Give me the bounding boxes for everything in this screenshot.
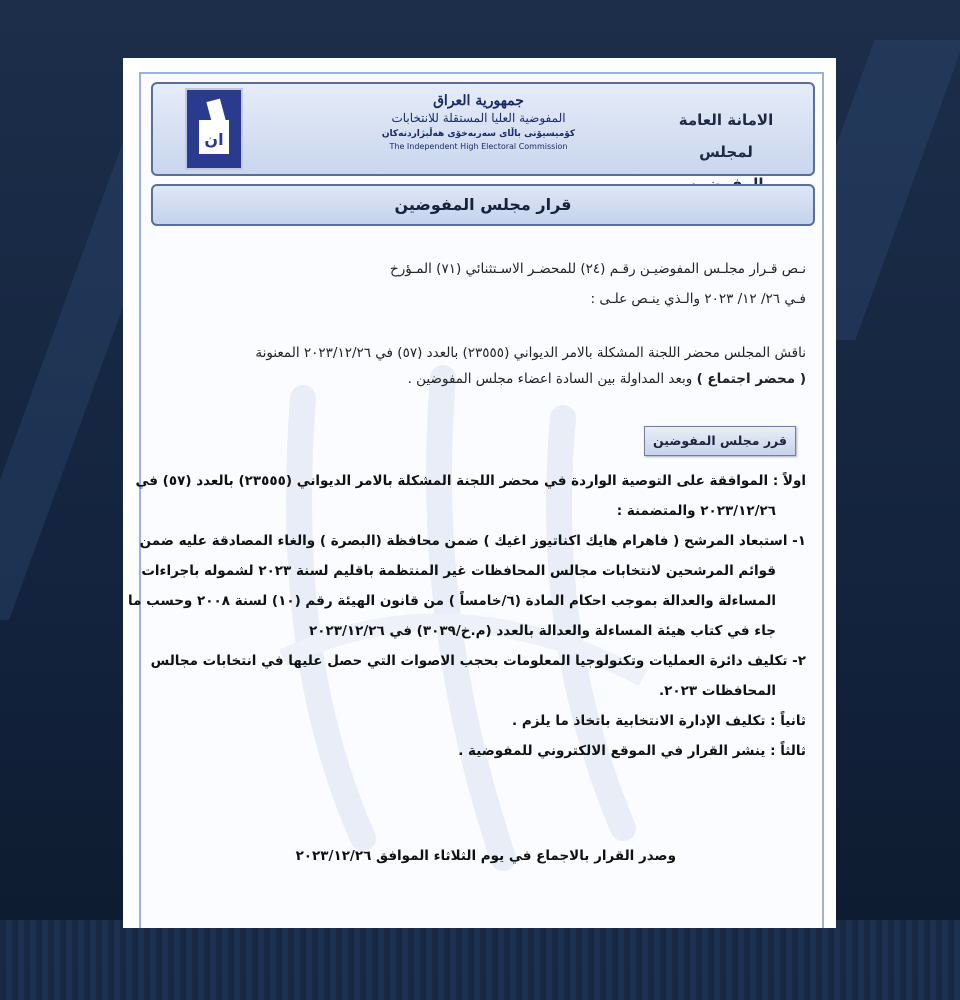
- commission-name-english: The Independent High Electoral Commission: [389, 142, 568, 151]
- secretariat-line1: الامانة العامة: [678, 111, 774, 129]
- discussion-line: [166, 366, 806, 392]
- decision-item-1: ١- استبعاد المرشح ( فاهرام هايك اكناتيوز اغيك ) ضمن محافظة (البصرة ) والغاء المصادقة عليه ضمن: [139, 533, 806, 549]
- decision-document: [123, 58, 836, 928]
- intro-line: نـص قـرار مجلـس المفوضيـن رقـم (٢٤) للمحضـر الاسـتثنائي (٧١) المـؤرخ: [390, 261, 806, 277]
- intro-paragraph: [166, 254, 806, 314]
- decision-item-1-cont: قوائم المرشحين لانتخابات مجالس المحافظات غير المنتظمة باقليم لسنة ٢٠٢٣ لشموله باجراءات: [141, 563, 776, 579]
- ballot-icon: [187, 90, 241, 168]
- decision-third: ثالثاً : ينشر القرار في الموقع الالكتروني للمفوضية .: [458, 743, 806, 759]
- intro-line: فـي ٢٦/ ١٢/ ٢٠٢٣ والـذي ينـص علـى :: [590, 291, 806, 307]
- discussion-rest: وبعد المداولة بين السادة اعضاء مجلس المفوضين .: [407, 371, 697, 387]
- decision-item-2-cont: المحافظات ٢٠٢٣.: [659, 683, 776, 699]
- document-title: قرار مجلس المفوضين: [151, 184, 815, 226]
- issuance-statement: وصدر القرار بالاجماع في يوم الثلاثاء الموافق ٢٠٢٣/١٢/٢٦: [295, 848, 676, 864]
- commission-name-block: [361, 92, 596, 172]
- decision-badge: قرر مجلس المفوضين: [644, 426, 796, 456]
- decision-second: ثانياً : تكليف الإدارة الانتخابية باتخاذ ما يلزم .: [512, 713, 806, 729]
- decision-item-1-cont: جاء في كتاب هيئة المساءلة والعدالة بالعدد (م.خ/٣٠٣٩) في ٢٠٢٣/١٢/٢٦: [309, 623, 776, 639]
- meeting-minutes-label: ( محضر اجتماع ): [696, 371, 806, 387]
- logo-text: ان: [204, 130, 224, 149]
- decision-list: [128, 466, 806, 766]
- decision-first-cont: ٢٠٢٣/١٢/٢٦ والمتضمنة :: [616, 503, 776, 519]
- decision-item-1-cont: المساءلة والعدالة بموجب احكام المادة (٦/خامساً ) من قانون الهيئة رقم (١٠) لسنة ٢٠٠٨ وحسب ما: [128, 593, 776, 609]
- secretariat-line2: لمجلس: [699, 143, 753, 161]
- commission-name-arabic: المفوضية العليا المستقلة للانتخابات: [391, 111, 566, 125]
- discussion-line: ناقش المجلس محضر اللجنة المشكلة بالامر الديواني (٢٣٥٥٥) بالعدد (٥٧) في ٢٠٢٣/١٢/٢٦ المعنونة: [255, 345, 806, 361]
- country-name: جمهورية العراق: [433, 93, 524, 109]
- commission-name-kurdish: كۆمیسیۆنی باڵای سەربەخۆی هەڵبژاردنەکان: [381, 129, 576, 139]
- background-pattern: [0, 920, 960, 1000]
- discussion-paragraph: [166, 340, 806, 392]
- commission-logo: [185, 88, 243, 170]
- document-header: [151, 82, 815, 176]
- decision-first: اولاً : الموافقة على التوصية الواردة في محضر اللجنة المشكلة بالامر الديواني (٢٣٥٥٥) بالعدد (٥٧) في: [135, 473, 806, 489]
- decision-item-2: ٢- تكليف دائرة العمليات وتكنولوجيا المعلومات بحجب الاصوات التي حصل عليها في انتخابات مجالس: [150, 653, 806, 669]
